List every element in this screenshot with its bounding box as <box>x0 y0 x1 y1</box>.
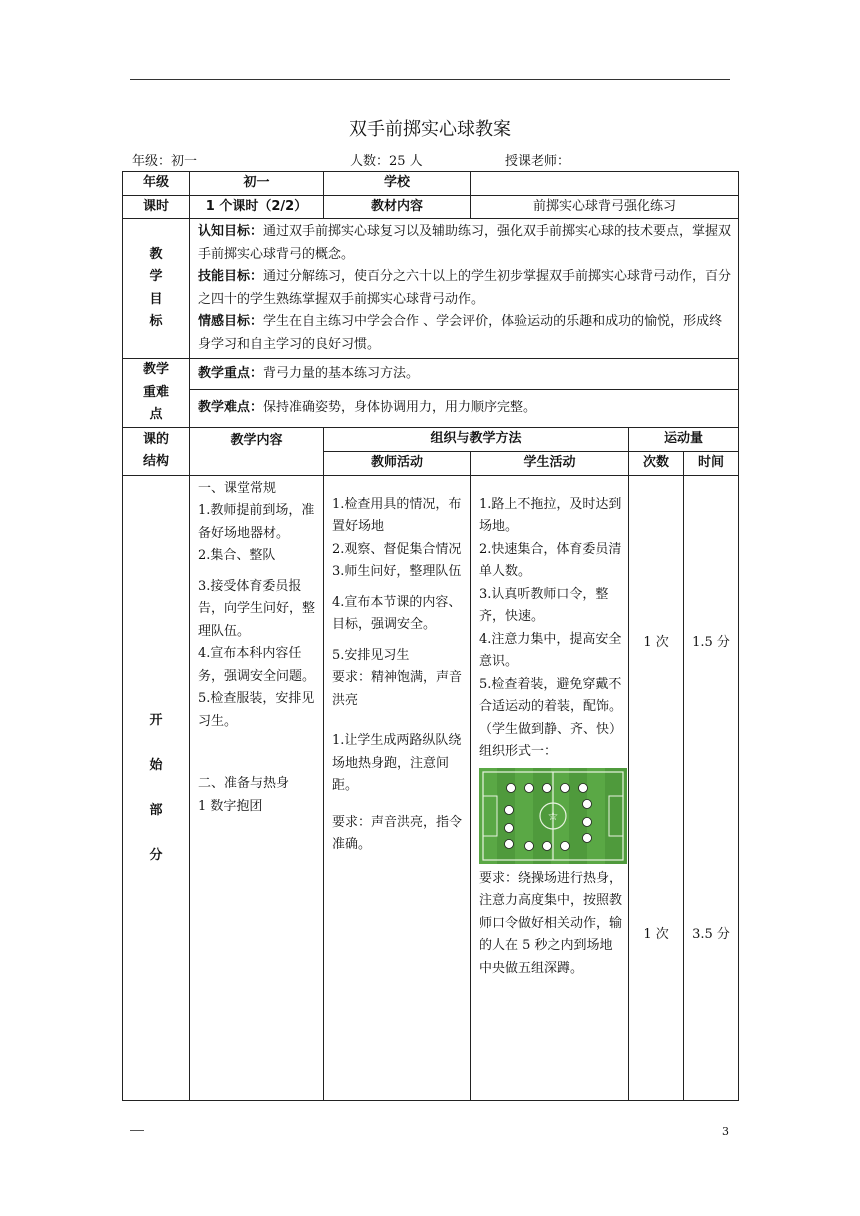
period-label: 课时 <box>123 195 190 219</box>
objective-cognitive: 认知目标：通过双手前掷实心球复习以及辅助练习，强化双手前掷实心球的技术要点，掌握双手前掷实心球背弓的概念。 <box>198 224 732 262</box>
school-value <box>471 172 739 196</box>
meta-grade: 年级：初一 <box>132 154 198 169</box>
section-teacher: 1.检查用具的情况，布置好场地 2.观察、督促集合情况 3.师生问好，整理队伍 4.宣布本节课的内容、目标，强调安全。 5.安排见习生 要求：精神饱满，声音洪亮 1.让学生成两路纵队绕场地热身跑，注意间距。 要求：声音洪亮，指令准确。 <box>324 475 471 1100</box>
content-header: 教学内容 <box>190 427 324 475</box>
footer-dash <box>130 1130 144 1131</box>
formation-field-image <box>479 768 627 864</box>
difficulty-text: 教学难点：保持准确姿势，身体协调用力，用力顺序完整。 <box>190 389 739 427</box>
page-number: 3 <box>722 1125 729 1138</box>
load-header: 运动量 <box>629 427 739 451</box>
page-title: 双手前掷实心球教案 <box>349 119 511 140</box>
top-rule <box>130 79 730 80</box>
time-header: 时间 <box>684 451 739 475</box>
section-start-label: 开 始 部 分 <box>123 475 190 1100</box>
content-value: 前掷实心球背弓强化练习 <box>471 195 739 219</box>
keypoints-label: 教学 重难 点 <box>123 359 190 428</box>
school-label: 学校 <box>324 172 471 196</box>
section-durations: 1.5 分 3.5 分 <box>684 475 739 1100</box>
method-header: 组织与教学方法 <box>324 427 629 451</box>
meta-count: 人数：25 人 <box>350 154 423 169</box>
content-label: 教材内容 <box>324 195 471 219</box>
section-times: 1 次 1 次 <box>629 475 684 1100</box>
svg-text:☆: ☆ <box>547 808 559 823</box>
structure-header: 课的 结构 <box>123 427 190 475</box>
section-content: 一、课堂常规 1.教师提前到场，准备好场地器材。 2.集合、整队 3.接受体育委员报告，向学生问好，整理队伍。 4.宣布本科内容任务，强调安全问题。 5.检查服装，安排见习生。 二、准备与热身 1 数字抱团 <box>190 475 324 1100</box>
section-student: 1.路上不拖拉，及时达到场地。 2.快速集合，体育委员清单人数。 3.认真听教师口令，整齐，快速。 4.注意力集中，提高安全意识。 5.检查着装，避免穿戴不合适运动的着装，配饰。 （学生做到静、齐、快） 组织形式一： ☆ 要求：绕操场进行热身，注意力高度集中，按照教师口令做好相关动作，输的人在 5 秒之内到场地中央做五组深蹲。 <box>471 475 629 1100</box>
objective-skill: 技能目标：通过分解练习，使百分之六十以上的学生初步掌握双手前掷实心球背弓动作，百分之四十的学生熟练掌握双手前掷实心球背弓动作。 <box>198 269 732 307</box>
focus-text: 教学重点：背弓力量的基本练习方法。 <box>190 359 739 390</box>
teacher-header: 教师活动 <box>324 451 471 475</box>
student-header: 学生活动 <box>471 451 629 475</box>
grade-label: 年级 <box>123 172 190 196</box>
period-value: 1 个课时（2/2） <box>190 195 324 219</box>
meta-teacher: 授课老师： <box>505 154 571 169</box>
grade-value: 初一 <box>190 172 324 196</box>
objectives-text <box>190 219 739 359</box>
lesson-plan-table <box>122 171 739 1101</box>
times-header: 次数 <box>629 451 684 475</box>
objective-affective: 情感目标：学生在自主练习中学会合作 、学会评价，体验运动的乐趣和成功的愉悦，形成终身学习和自主学习的良好习惯。 <box>198 314 723 352</box>
objectives-label: 教 学 目 标 <box>123 219 190 359</box>
